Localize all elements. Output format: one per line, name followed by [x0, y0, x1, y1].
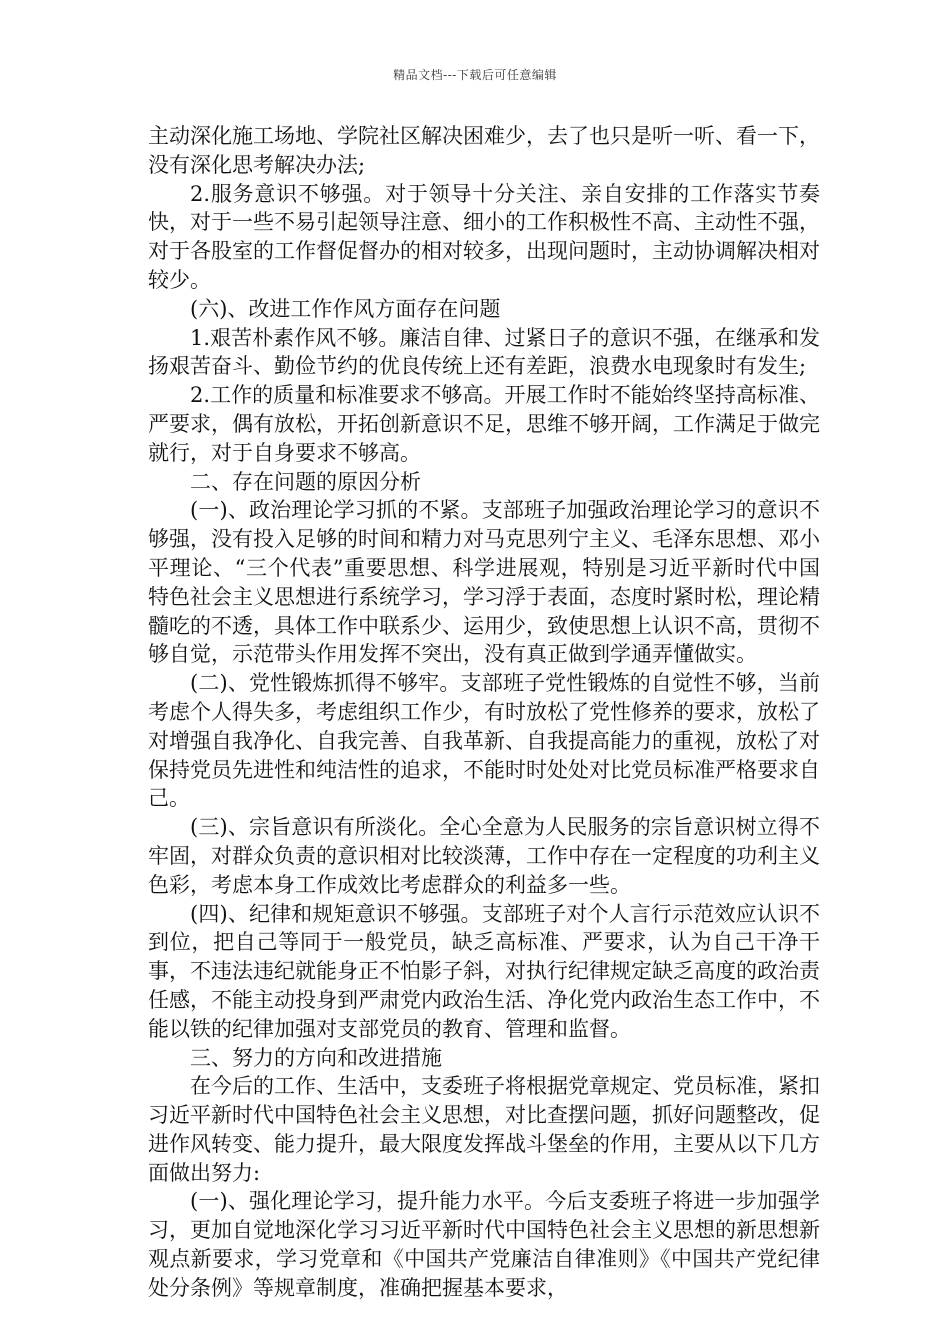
section-heading: 二、存在问题的原因分析 — [190, 469, 421, 494]
paragraph: (三)、宗旨意识有所淡化。全心全意为人民服务的宗旨意识树立得不牢固，对群众负责的意识相对比较淡薄，工作中存在一定程度的功利主义色彩，考虑本身工作成效比考虑群众的利益多一些。 — [148, 815, 820, 897]
document-body — [148, 122, 820, 1303]
section-heading: (六)、改进工作作风方面存在问题 — [190, 296, 501, 321]
paragraph: 1.艰苦朴素作风不够。廉洁自律、过紧日子的意识不强，在继承和发扬艰苦奋斗、勤俭节约的优良传统上还有差距，浪费水电现象时有发生; — [148, 325, 820, 379]
paragraph: (一)、强化理论学习，提升能力水平。今后支委班子将进一步加强学习，更加自觉地深化学习习近平新时代中国特色社会主义思想的新思想新观点新要求，学习党章和《中国共产党廉洁自律准则》《中国共产党纪律处分条例》等规章制度，准确把握基本要求， — [148, 1189, 820, 1300]
paragraph: 在今后的工作、生活中，支委班子将根据党章规定、党员标准，紧扣习近平新时代中国特色社会主义思想，对比查摆问题，抓好问题整改，促进作风转变、能力提升，最大限度发挥战斗堡垒的作用，主要从以下几方面做出努力: — [148, 1074, 820, 1185]
paragraph: (一)、政治理论学习抓的不紧。支部班子加强政治理论学习的意识不够强，没有投入足够的时间和精力对马克思列宁主义、毛泽东思想、邓小平理论、“三个代表”重要思想、科学进展观，特别是习近平新时代中国特色社会主义思想进行系统学习，学习浮于表面，态度时紧时松，理论精髓吃的不透，具体工作中联系少、运用少，致使思想上认识不高，贯彻不够自觉，示范带头作用发挥不突出，没有真正做到学通弄懂做实。 — [148, 498, 820, 667]
paragraph: 主动深化施工场地、学院社区解决困难少，去了也只是听一听、看一下，没有深化思考解决办法; — [148, 124, 820, 177]
section-heading: 三、努力的方向和改进措施 — [190, 1045, 442, 1070]
paragraph: (四)、纪律和规矩意识不够强。支部班子对个人言行示范效应认识不到位，把自己等同于一般党员，缺乏高标准、严要求，认为自己干净干事，不违法违纪就能身正不怕影子斜，对执行纪律规定缺乏高度的政治责任感，不能主动投身到严肃党内政治生活、净化党内政治生态工作中，不能以铁的纪律加强对支部党员的教育、管理和监督。 — [148, 901, 820, 1041]
paragraph: (二)、党性锻炼抓得不够牢。支部班子党性锻炼的自觉性不够，当前考虑个人得失多，考虑组织工作少，有时放松了党性修养的要求，放松了对增强自我净化、自我完善、自我革新、自我提高能力的重视，放松了对保持党员先进性和纯洁性的追求，不能时时处处对比党员标准严格要求自己。 — [148, 671, 820, 811]
paragraph: 2.工作的质量和标准要求不够高。开展工作时不能始终坚持高标准、严要求，偶有放松，开拓创新意识不足，思维不够开阔，工作满足于做完就行，对于自身要求不够高。 — [148, 383, 820, 465]
paragraph: 2.服务意识不够强。对于领导十分关注、亲自安排的工作落实节奏快，对于一些不易引起领导注意、细小的工作积极性不高、主动性不强，对于各股室的工作督促督办的相对较多，出现问题时，主动协调解决相对较少。 — [148, 181, 820, 292]
page-header: 精品文档---下载后可任意编辑 — [393, 68, 557, 82]
